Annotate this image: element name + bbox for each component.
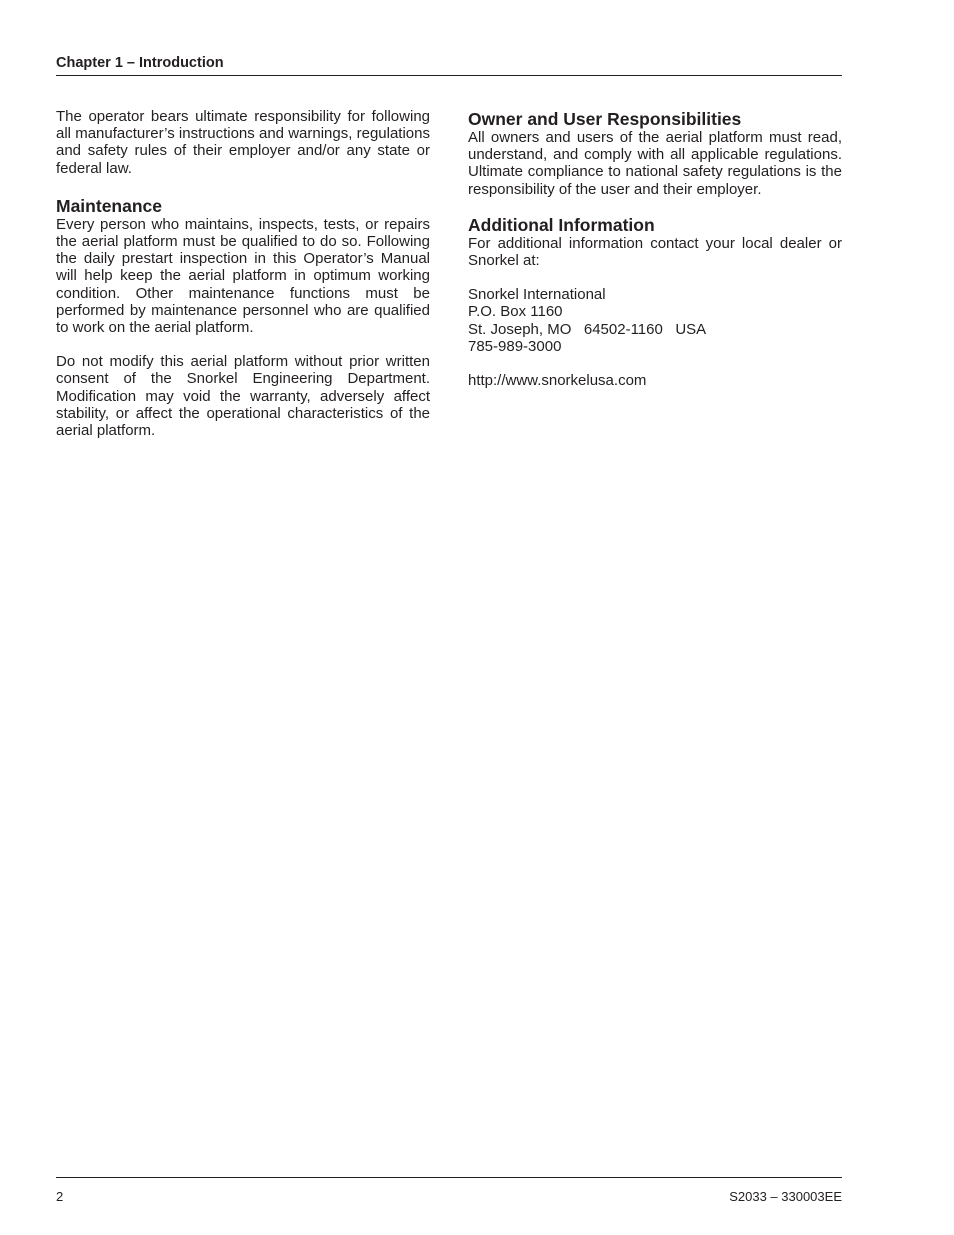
additional-information-paragraph: For additional information contact your local dealer or Snorkel at: — [468, 234, 842, 270]
page-number: 2 — [56, 1189, 64, 1204]
additional-information-heading: Additional Information — [468, 214, 655, 235]
chapter-title: Chapter 1 – Introduction — [56, 55, 224, 71]
address-phone: 785-989-3000 — [468, 337, 562, 355]
address-company: Snorkel International — [468, 286, 606, 304]
document-id: S2033 – 330003EE — [729, 1189, 842, 1204]
owner-responsibilities-heading: Owner and User Responsibilities — [468, 109, 742, 129]
intro-paragraph: The operator bears ultimate responsibility for following all manufacturer’s instructions and warnings, regulations and safety rules of their employer and/or any state or federal law. — [56, 108, 430, 177]
contact-address — [468, 286, 842, 355]
page-header — [56, 55, 842, 76]
page-footer — [56, 1177, 842, 1204]
maintenance-paragraph-2: Do not modify this aerial platform without prior written consent of the Snorkel Engineering Department. Modification may void the warranty, adversely affect stability, or affect the operational characteristics of the aerial platform. — [56, 353, 430, 440]
owner-responsibilities-paragraph: All owners and users of the aerial platform must read, understand, and comply with all applicable regulations. Ultimate compliance to national safety regulations is the responsibility of the user and their employer. — [468, 129, 842, 198]
maintenance-heading: Maintenance — [56, 195, 162, 216]
address-city: St. Joseph, MO 64502-1160 USA — [468, 320, 707, 338]
maintenance-paragraph-1: Every person who maintains, inspects, tests, or repairs the aerial platform must be qualified to do so. Following the daily prestart inspection in this Operator’s Manual will help keep the aerial platform in optimum working condition. Other maintenance functions must be performed by maintenance personnel who are qualified to work on the aerial platform. — [56, 215, 430, 337]
address-po-box: P.O. Box 1160 — [468, 303, 563, 321]
website-link[interactable]: http://www.snorkelusa.com — [468, 372, 647, 390]
right-column — [468, 108, 842, 389]
left-column — [56, 108, 430, 439]
